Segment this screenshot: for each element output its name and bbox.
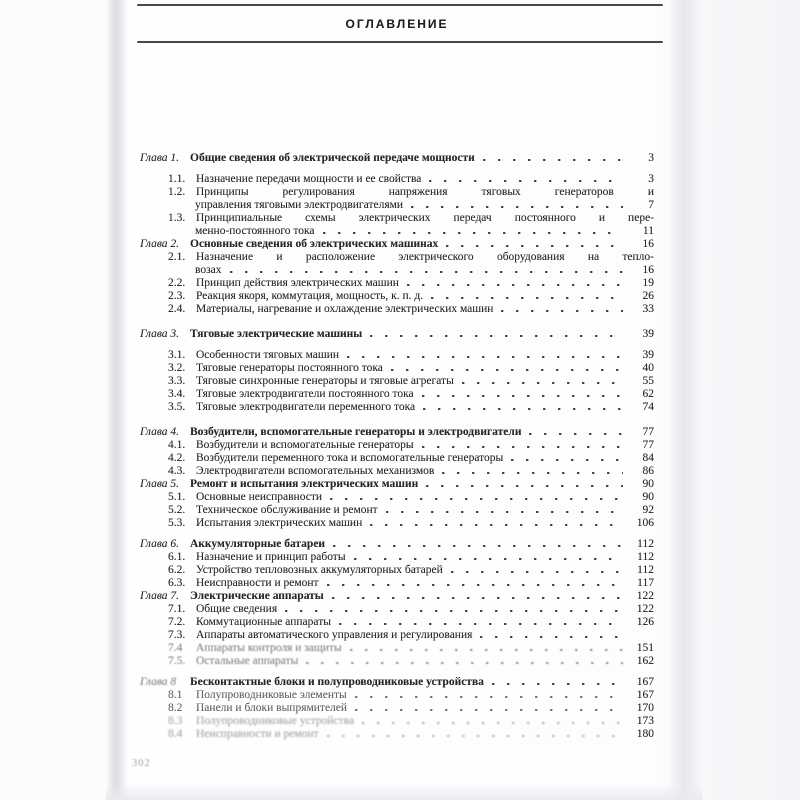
entry-title-continuation: менно-постоянного тока: [195, 225, 315, 237]
page-number: 39: [642, 349, 654, 361]
entry-label: Глава 8: [140, 676, 177, 688]
toc-entry-line: [140, 186, 654, 199]
entry-label: 6.3.: [168, 577, 186, 589]
dot-leader: [431, 297, 623, 299]
entry-title-continuation: возах: [195, 264, 222, 276]
entry-title: Неисправности и ремонт: [196, 577, 319, 589]
toc-entry: [140, 290, 654, 303]
dot-leader: [355, 709, 623, 711]
dot-leader: [332, 597, 623, 599]
toc-entry-line: [140, 152, 654, 165]
dot-leader: [492, 683, 623, 685]
page-number: 106: [636, 517, 654, 529]
page-number: 92: [642, 504, 654, 516]
toc-entry-line: [140, 551, 654, 564]
page-number: 162: [636, 655, 654, 667]
dot-leader: [423, 408, 623, 410]
entry-title: Бесконтактные блоки и полупроводниковые устройства: [190, 676, 484, 688]
entry-label: 8.3: [168, 715, 183, 727]
dot-leader: [411, 206, 623, 208]
toc-entry: [140, 538, 654, 551]
dot-leader: [370, 335, 623, 337]
entry-title: Аккумуляторные батареи: [190, 538, 326, 550]
entry-title: Общие сведения: [196, 603, 278, 615]
page-number: 11: [642, 225, 654, 237]
toc-entry-line: [140, 491, 654, 504]
toc-entry-line: [140, 616, 654, 629]
entry-title: Полупроводниковые устройства: [196, 715, 355, 727]
entry-label: Глава 7.: [140, 590, 179, 602]
page-number: 117: [637, 577, 654, 589]
entry-label: 5.3.: [168, 517, 186, 529]
entry-title: Полупроводниковые элементы: [196, 689, 347, 701]
dot-leader: [370, 524, 623, 526]
entry-label: Глава 3.: [140, 328, 179, 340]
footer-page-number: 302: [132, 758, 151, 769]
entry-title: Основные сведения об электрических машинах: [190, 238, 439, 250]
toc-entry: [140, 478, 654, 491]
dot-leader: [347, 356, 623, 358]
toc-entry: [140, 251, 654, 277]
header-rule-top: [137, 4, 663, 6]
toc-entry: [140, 426, 654, 439]
toc-entry-line: [140, 642, 654, 655]
dot-leader: [230, 271, 624, 273]
dot-leader: [407, 284, 623, 286]
entry-label: Глава 6.: [140, 538, 179, 550]
toc-entry-line: [140, 264, 654, 277]
toc-entry: [140, 702, 654, 715]
entry-title: Электрические аппараты: [190, 590, 324, 602]
entry-title: Коммутационные аппараты: [196, 616, 331, 628]
page-number: 55: [642, 375, 654, 387]
toc-entry-line: [140, 401, 654, 414]
entry-label: 3.4.: [168, 388, 186, 400]
entry-title: Назначение передачи мощности и ее свойства: [196, 173, 422, 185]
entry-label: 2.4.: [168, 303, 186, 315]
page-number: 62: [642, 388, 654, 400]
toc-entry-line: [140, 362, 654, 375]
dot-leader: [429, 180, 623, 182]
toc-entry: [140, 238, 654, 251]
entry-label: 3.3.: [168, 375, 186, 387]
entry-title: Аппараты контроля и защиты: [196, 642, 342, 654]
entry-label: 1.2.: [168, 186, 186, 198]
entry-label: 7.5.: [168, 655, 186, 667]
toc-entry-line: [140, 478, 654, 491]
toc-entry: [140, 577, 654, 590]
page-number: 122: [636, 590, 654, 602]
entry-title: Неисправности и ремонт: [196, 728, 319, 740]
entry-label: 6.1.: [168, 551, 186, 563]
entry-title: Панели и блоки выпрямителей: [196, 702, 348, 714]
toc-entry: [140, 328, 654, 341]
toc-entry-line: [140, 655, 654, 668]
page-bottom-edge-shadow: [106, 784, 702, 800]
toc-entry: [140, 388, 654, 401]
page-number: 112: [637, 564, 654, 576]
entry-label: 5.1.: [168, 491, 186, 503]
dot-leader: [350, 649, 623, 651]
page-number: 19: [642, 277, 654, 289]
dot-leader: [446, 245, 623, 247]
page-number: 40: [642, 362, 654, 374]
entry-label: Глава 4.: [140, 426, 179, 438]
page-number: 151: [636, 642, 654, 654]
toc-entry: [140, 186, 654, 212]
toc-entry-line: [140, 277, 654, 290]
toc-entry-line: [140, 590, 654, 603]
header-rule-bottom: [137, 41, 663, 43]
page-number: 90: [642, 478, 654, 490]
entry-title: Испытания электрических машин: [196, 517, 363, 529]
toc-entry: [140, 642, 654, 655]
page-number: 16: [642, 264, 654, 276]
toc-entry-line: [140, 577, 654, 590]
toc-entry: [140, 551, 654, 564]
entry-title: Тяговые синхронные генераторы и тяговые агрегаты: [196, 375, 454, 387]
toc-entry-line: [140, 290, 654, 303]
dot-leader: [511, 459, 623, 461]
entry-title: Назначение и принцип работы: [196, 551, 346, 563]
entry-label: Глава 1.: [140, 152, 179, 164]
toc-entry: [140, 676, 654, 689]
dot-leader: [451, 571, 623, 573]
page-number: 90: [642, 491, 654, 503]
page-right-edge-shadow: [668, 0, 702, 800]
entry-title: Ремонт и испытания электрических машин: [190, 478, 419, 490]
entry-label: 4.1.: [168, 439, 186, 451]
toc-entry: [140, 375, 654, 388]
entry-title: Основные неисправности: [196, 491, 323, 503]
dot-leader: [362, 722, 623, 724]
entry-title: Тяговые электрические машины: [190, 328, 363, 340]
page-number: 74: [642, 401, 654, 413]
entry-title: Техническое обслуживание и ремонт: [196, 504, 378, 516]
entry-label: 4.3.: [168, 465, 186, 477]
toc-entry: [140, 603, 654, 616]
entry-title: Особенности тяговых машин: [196, 349, 340, 361]
dot-leader: [391, 369, 623, 371]
toc-entry-line: [140, 251, 654, 264]
toc-entry: [140, 152, 654, 165]
page-number: 167: [636, 689, 654, 701]
toc-entry-line: [140, 538, 654, 551]
toc-entry-line: [140, 603, 654, 616]
toc-entry-line: [140, 676, 654, 689]
toc-entry: [140, 277, 654, 290]
dot-leader: [330, 498, 623, 500]
toc-entry: [140, 616, 654, 629]
toc-entry: [140, 491, 654, 504]
toc-entry-line: [140, 388, 654, 401]
entry-title: Принципы регулирования напряжения тяговых генераторов и: [196, 186, 654, 198]
dot-leader: [442, 472, 623, 474]
toc-entry: [140, 728, 654, 741]
toc-entry-line: [140, 689, 654, 702]
entry-label: 7.2.: [168, 616, 186, 628]
entry-title: Тяговые электродвигатели постоянного тока: [196, 388, 414, 400]
entry-label: 1.3.: [168, 212, 186, 224]
toc-entry: [140, 349, 654, 362]
toc-entry: [140, 590, 654, 603]
entry-title: Остальные аппараты: [196, 655, 299, 667]
dot-leader: [483, 159, 623, 161]
entry-label: 4.2.: [168, 452, 186, 464]
dot-leader: [339, 623, 623, 625]
dot-leader: [462, 382, 623, 384]
entry-label: 7.4: [168, 642, 183, 654]
page-number: 3: [648, 152, 654, 164]
toc-entry: [140, 439, 654, 452]
entry-label: 8.2: [168, 702, 183, 714]
page-number: 84: [642, 452, 654, 464]
toc-entry: [140, 465, 654, 478]
page-left-edge-shadow: [106, 0, 128, 800]
entry-title: Устройство тепловозных аккумуляторных батарей: [196, 564, 443, 576]
toc-entry-line: [140, 349, 654, 362]
entry-title: Реакция якоря, коммутация, мощность, к. п. д.: [196, 290, 424, 302]
dot-leader: [426, 485, 623, 487]
entry-label: 2.1.: [168, 251, 186, 263]
dot-leader: [285, 610, 623, 612]
entry-title: Тяговые электродвигатели переменного тока: [196, 401, 416, 413]
page-number: 7: [648, 199, 654, 211]
entry-title: Тяговые генераторы постоянного тока: [196, 362, 383, 374]
entry-label: 7.1.: [168, 603, 186, 615]
toc-entry: [140, 629, 654, 642]
toc-entry: [140, 212, 654, 238]
page-number: 16: [642, 238, 654, 250]
dot-leader: [327, 735, 623, 737]
page-number: 122: [636, 603, 654, 615]
page-number: 77: [642, 439, 654, 451]
page-number: 112: [637, 538, 654, 550]
entry-title: Возбудители и вспомогательные генераторы: [196, 439, 414, 451]
dot-leader: [355, 696, 623, 698]
toc-entry: [140, 504, 654, 517]
entry-title: Принцип действия электрических машин: [196, 277, 399, 289]
entry-label: 3.2.: [168, 362, 186, 374]
entry-title: Принципиальные схемы электрических передач постоянного и пере-: [196, 212, 654, 224]
entry-label: 5.2.: [168, 504, 186, 516]
page-number: 3: [648, 173, 654, 185]
toc-entry-line: [140, 328, 654, 341]
entry-label: 2.3.: [168, 290, 186, 302]
page-number: 33: [642, 303, 654, 315]
toc-entry-line: [140, 375, 654, 388]
entry-title-continuation: управления тяговыми электродвигателями: [195, 199, 404, 211]
toc-entry-line: [140, 702, 654, 715]
entry-title: Материалы, нагревание и охлаждение электрических машин: [196, 303, 494, 315]
entry-label: 8.1: [168, 689, 183, 701]
toc-entry: [140, 303, 654, 316]
dot-leader: [333, 545, 623, 547]
toc-entry-line: [140, 517, 654, 530]
toc-entry: [140, 401, 654, 414]
toc-entry-line: [140, 199, 654, 212]
dot-leader: [323, 232, 623, 234]
dot-leader: [386, 511, 623, 513]
dot-leader: [422, 446, 623, 448]
toc-entry: [140, 715, 654, 728]
toc-entry-line: [140, 225, 654, 238]
entry-title: Назначение и расположение электрического оборудования на тепло-: [196, 251, 654, 263]
toc-entry-line: [140, 504, 654, 517]
page-number: 126: [636, 616, 654, 628]
entry-label: 3.1.: [168, 349, 186, 361]
dot-leader: [480, 636, 623, 638]
dot-leader: [422, 395, 623, 397]
dot-leader: [529, 433, 623, 435]
entry-title: Аппараты автоматического управления и регулирования: [196, 629, 473, 641]
page-number: 112: [637, 551, 654, 563]
entry-label: 7.3.: [168, 629, 186, 641]
toc-entry: [140, 173, 654, 186]
dot-leader: [501, 310, 623, 312]
page-number: 86: [642, 465, 654, 477]
entry-label: 2.2.: [168, 277, 186, 289]
toc-entry-line: [140, 715, 654, 728]
entry-label: 3.5.: [168, 401, 186, 413]
page-number: 77: [642, 426, 654, 438]
toc-entry-line: [140, 426, 654, 439]
toc-entry: [140, 362, 654, 375]
entry-title: Возбудители переменного тока и вспомогательные генераторы: [196, 452, 504, 464]
entry-title: Общие сведения об электрической передаче мощности: [190, 152, 475, 164]
toc-entry-line: [140, 439, 654, 452]
page-number: 39: [642, 328, 654, 340]
page-number: 180: [636, 728, 654, 740]
entry-title: Электродвигатели вспомогательных механизмов: [196, 465, 435, 477]
entry-label: 1.1.: [168, 173, 186, 185]
toc-entry-line: [140, 173, 654, 186]
entry-label: 6.2.: [168, 564, 186, 576]
toc-entry: [140, 452, 654, 465]
toc-entries: [140, 152, 654, 741]
page-number: 173: [636, 715, 654, 727]
dot-leader: [306, 662, 623, 664]
page-number: 26: [642, 290, 654, 302]
toc-entry-line: [140, 728, 654, 741]
toc-entry: [140, 689, 654, 702]
dot-leader: [354, 558, 623, 560]
entry-title: Возбудители, вспомогательные генераторы и электродвигатели: [190, 426, 522, 438]
toc-entry-line: [140, 303, 654, 316]
dot-leader: [327, 584, 623, 586]
page-number: 170: [636, 702, 654, 714]
page-number: 167: [636, 676, 654, 688]
toc-entry-line: [140, 452, 654, 465]
toc-entry-line: [140, 212, 654, 225]
toc-entry: [140, 564, 654, 577]
toc-entry-line: [140, 238, 654, 251]
toc-entry-line: [140, 564, 654, 577]
page-title: ОГЛАВЛЕНИЕ: [345, 17, 449, 31]
entry-label: Глава 2.: [140, 238, 179, 250]
entry-label: Глава 5.: [140, 478, 179, 490]
toc-entry: [140, 517, 654, 530]
entry-label: 8.4: [168, 728, 183, 740]
toc-entry: [140, 655, 654, 668]
toc-entry-line: [140, 465, 654, 478]
toc-entry-line: [140, 629, 654, 642]
